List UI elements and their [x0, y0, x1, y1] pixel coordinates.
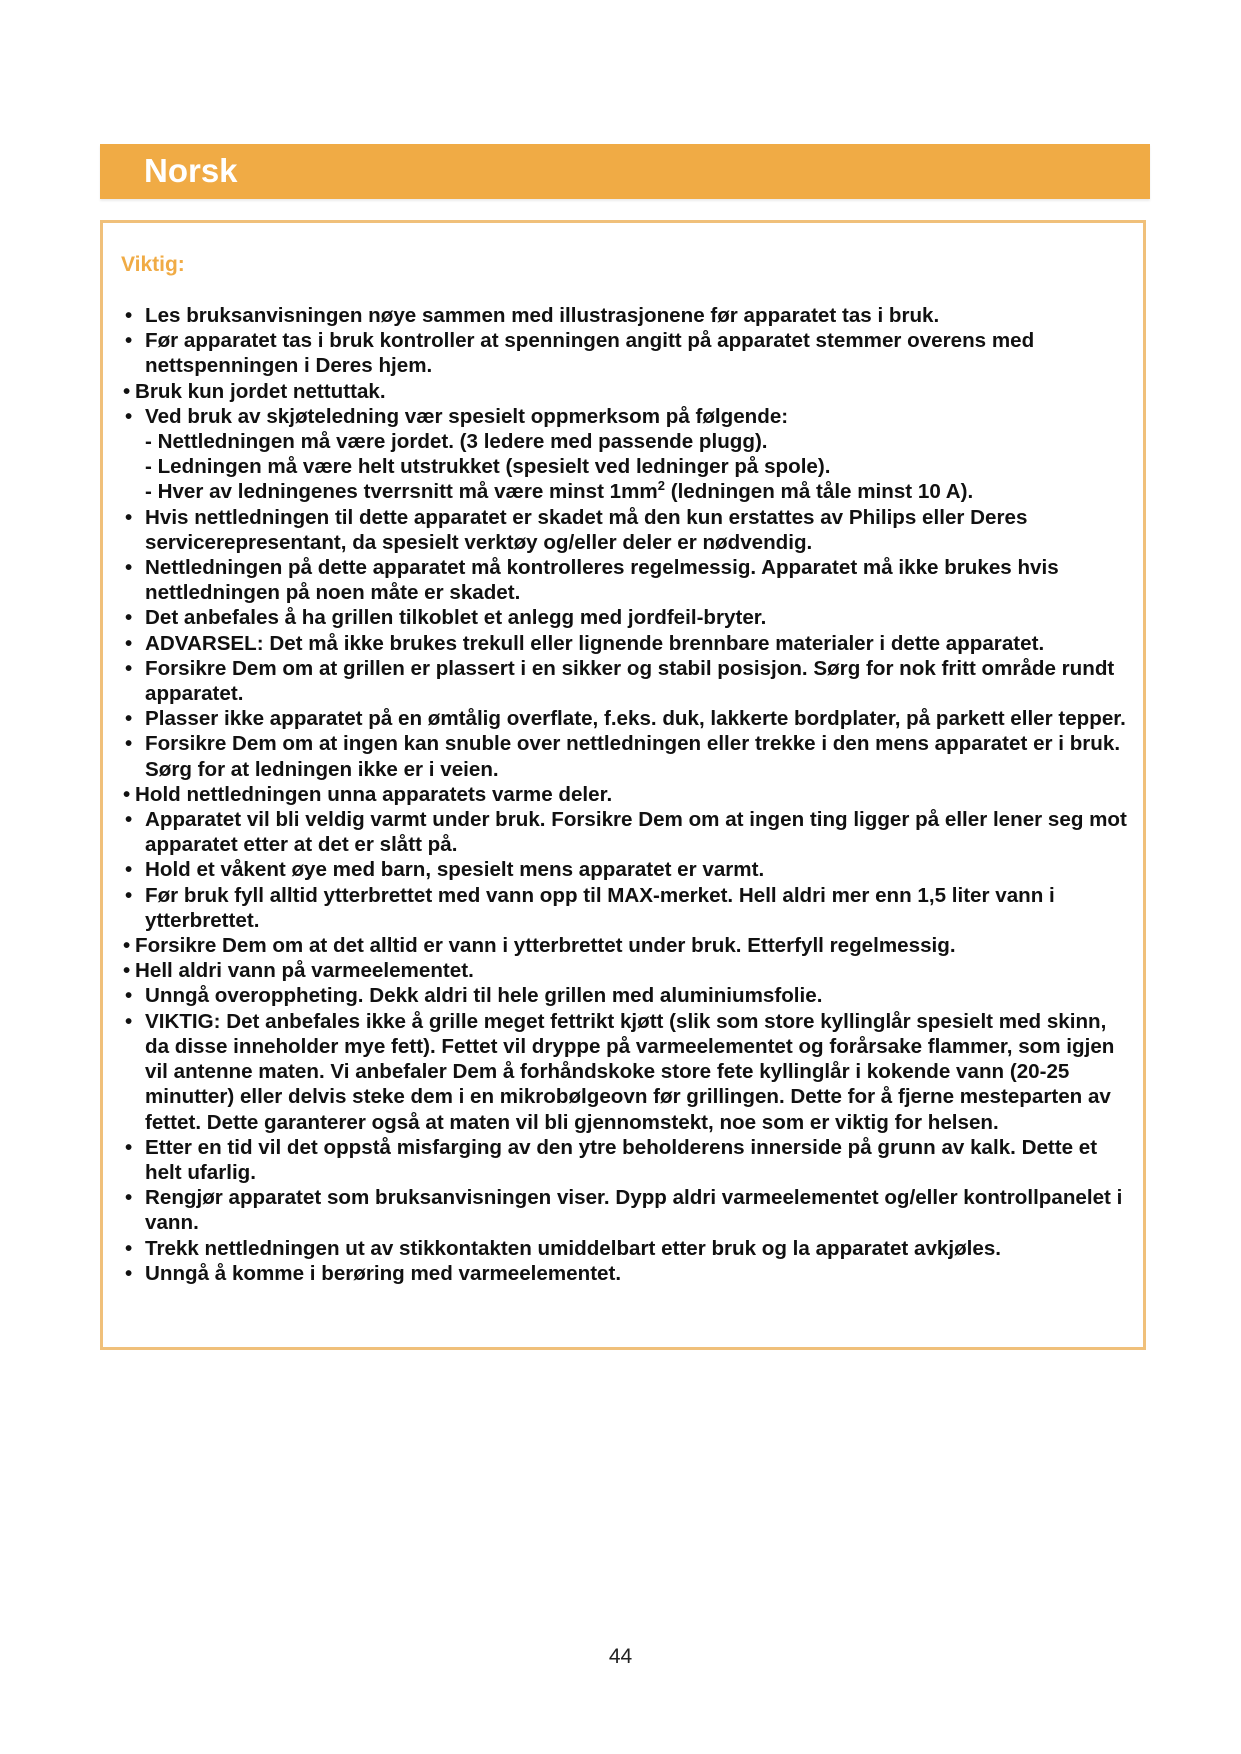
list-item-text: Forsikre Dem om at ingen kan snuble over nettledningen eller trekke i den mens apparatet er i bruk. Sørg for at ledningen ikke er i veien.	[145, 732, 1121, 781]
list-item	[123, 883, 1133, 933]
bullet-icon: •	[125, 631, 133, 655]
list-item-text: Hold nettledningen unna apparatets varme deler.	[135, 782, 613, 806]
list-item	[123, 958, 1133, 983]
list-item-text: Les bruksanvisningen nøye sammen med illustrasjonene før apparatet tas i bruk.	[145, 304, 940, 327]
bullet-icon: •	[125, 883, 133, 907]
bullet-icon: •	[125, 707, 133, 731]
list-item	[123, 1185, 1133, 1235]
bullet-icon: •	[125, 1009, 133, 1033]
bullet-icon: •	[125, 808, 133, 832]
list-item	[123, 631, 1133, 656]
list-item	[123, 605, 1133, 630]
list-item-text: Unngå overoppheting. Dekk aldri til hele grillen med aluminiumsfolie.	[145, 984, 823, 1008]
bullet-icon: •	[125, 984, 133, 1008]
list-item-text-after: (ledningen må tåle minst 10 A).	[664, 480, 974, 504]
bullet-icon: •	[123, 959, 131, 983]
list-item-text: Ved bruk av skjøteledning vær spesielt oppmerksom på følgende:	[145, 404, 789, 428]
bullet-icon: •	[125, 556, 133, 580]
list-item-text: - Hver av ledningenes tverrsnitt må være minst 1mm	[145, 480, 658, 504]
list-item-text: Forsikre Dem om at det alltid er vann i ytterbrettet under bruk. Etterfyll regelmessig.	[135, 934, 956, 958]
bullet-icon: •	[125, 1261, 133, 1285]
list-item-text: Unngå å komme i berøring med varmeelementet.	[145, 1261, 622, 1285]
list-item	[123, 328, 1133, 378]
list-item	[123, 933, 1133, 958]
list-item	[123, 1236, 1133, 1261]
bullet-icon: •	[125, 1236, 133, 1260]
list-item-text: Hell aldri vann på varmeelementet.	[135, 959, 474, 983]
section-header-bar	[100, 144, 1150, 199]
bullet-icon: •	[125, 858, 133, 882]
list-item-text: Før apparatet tas i bruk kontroller at spenningen angitt på apparatet stemmer overens med nettspenningen i Deres hjem.	[145, 329, 1035, 378]
bullet-icon: •	[125, 732, 133, 756]
sub-list-item	[123, 454, 1133, 479]
bullet-icon: •	[125, 606, 133, 630]
bullet-icon: •	[125, 304, 133, 327]
bullet-icon: •	[125, 656, 133, 680]
list-item	[123, 983, 1133, 1008]
list-item-text: - Ledningen må være helt utstrukket (spesielt ved ledninger på spole).	[145, 455, 831, 479]
list-item	[123, 731, 1133, 781]
bullet-icon: •	[123, 782, 131, 806]
list-item	[123, 555, 1133, 605]
list-item	[123, 706, 1133, 731]
list-item-text: Før bruk fyll alltid ytterbrettet med vann opp til MAX-merket. Hell aldri mer enn 1,5 liter vann i ytterbrettet.	[145, 883, 1055, 932]
section-title: Norsk	[144, 152, 238, 189]
list-item-text: Nettledningen på dette apparatet må kontrolleres regelmessig. Apparatet må ikke brukes hvis nettledningen på noen måte er skadet.	[145, 556, 1059, 605]
list-item-text: Trekk nettledningen ut av stikkontakten umiddelbart etter bruk og la apparatet avkjøles.	[145, 1236, 1002, 1260]
list-item	[123, 379, 1133, 404]
list-item-text: Hold et våkent øye med barn, spesielt mens apparatet er varmt.	[145, 858, 765, 882]
panel-heading: Viktig:	[121, 253, 185, 276]
bullet-icon: •	[123, 934, 131, 958]
list-item-text: ADVARSEL: Det må ikke brukes trekull eller lignende brennbare materialer i dette apparatet.	[145, 631, 1045, 655]
list-item-text: Det anbefales å ha grillen tilkoblet et anlegg med jordfeil-bryter.	[145, 606, 767, 630]
list-item	[123, 505, 1133, 555]
list-item-text: Rengjør apparatet som bruksanvisningen viser. Dypp aldri varmeelementet og/eller kontrollpanelet i vann.	[145, 1186, 1123, 1235]
sub-list-item	[123, 479, 1133, 504]
list-item	[123, 807, 1133, 857]
bullet-icon: •	[123, 379, 131, 403]
list-item-text: Hvis nettledningen til dette apparatet er skadet må den kun erstattes av Philips eller Deres servicerepresentant, da spesielt verktøy og/eller deler er nødvendig.	[145, 505, 1028, 554]
superscript: 2	[657, 478, 665, 494]
sub-list-item	[123, 429, 1133, 454]
list-item-text: Etter en tid vil det oppstå misfarging av den ytre beholderens innerside på grunn av kalk. Dette et helt ufarlig.	[145, 1135, 1098, 1184]
list-item	[123, 1261, 1133, 1286]
list-item-text: Apparatet vil bli veldig varmt under bruk. Forsikre Dem om at ingen ting ligger på eller lener seg mot apparatet etter at det er slått på.	[145, 808, 1127, 857]
important-notice-panel	[100, 220, 1146, 1350]
list-item	[123, 656, 1133, 706]
list-item-text: Forsikre Dem om at grillen er plassert i en sikker og stabil posisjon. Sørg for nok fritt område rundt apparatet.	[145, 656, 1115, 706]
bullet-icon: •	[125, 505, 133, 529]
list-item-text: VIKTIG: Det anbefales ikke å grille meget fettrikt kjøtt (slik som store kyllinglår spesielt med skinn, da disse inneholder mye fett). Fettet vil dryppe på varmeelementet og forårsake flammer, som igjen vil antenne maten. Vi anbefaler Dem å forhåndskoke store fete kyllinglår i kokende vann (20-25 minutter) eller delvis steke dem i en mikrobølgeovn før grillingen. Dette for å fjerne mesteparten av fettet. Dette garanterer også at maten vil bli gjennomstekt, noe som er viktig for helsen.	[145, 1009, 1115, 1134]
page-number: 44	[608, 1645, 633, 1668]
list-item	[123, 404, 1133, 429]
bullet-icon: •	[125, 1186, 133, 1210]
list-item	[123, 303, 1133, 328]
list-item	[123, 1135, 1133, 1185]
list-item	[123, 1009, 1133, 1135]
list-item-text: Plasser ikke apparatet på en ømtålig overflate, f.eks. duk, lakkerte bordplater, på parkett eller tepper.	[145, 707, 1126, 731]
safety-instructions-list	[123, 303, 1133, 1286]
list-item-text: Bruk kun jordet nettuttak.	[135, 379, 386, 403]
list-item	[123, 782, 1133, 807]
bullet-icon: •	[125, 1135, 133, 1159]
list-item-text: - Nettledningen må være jordet. (3 ledere med passende plugg).	[145, 430, 768, 454]
list-item	[123, 857, 1133, 882]
bullet-icon: •	[125, 404, 133, 428]
bullet-icon: •	[125, 329, 133, 353]
